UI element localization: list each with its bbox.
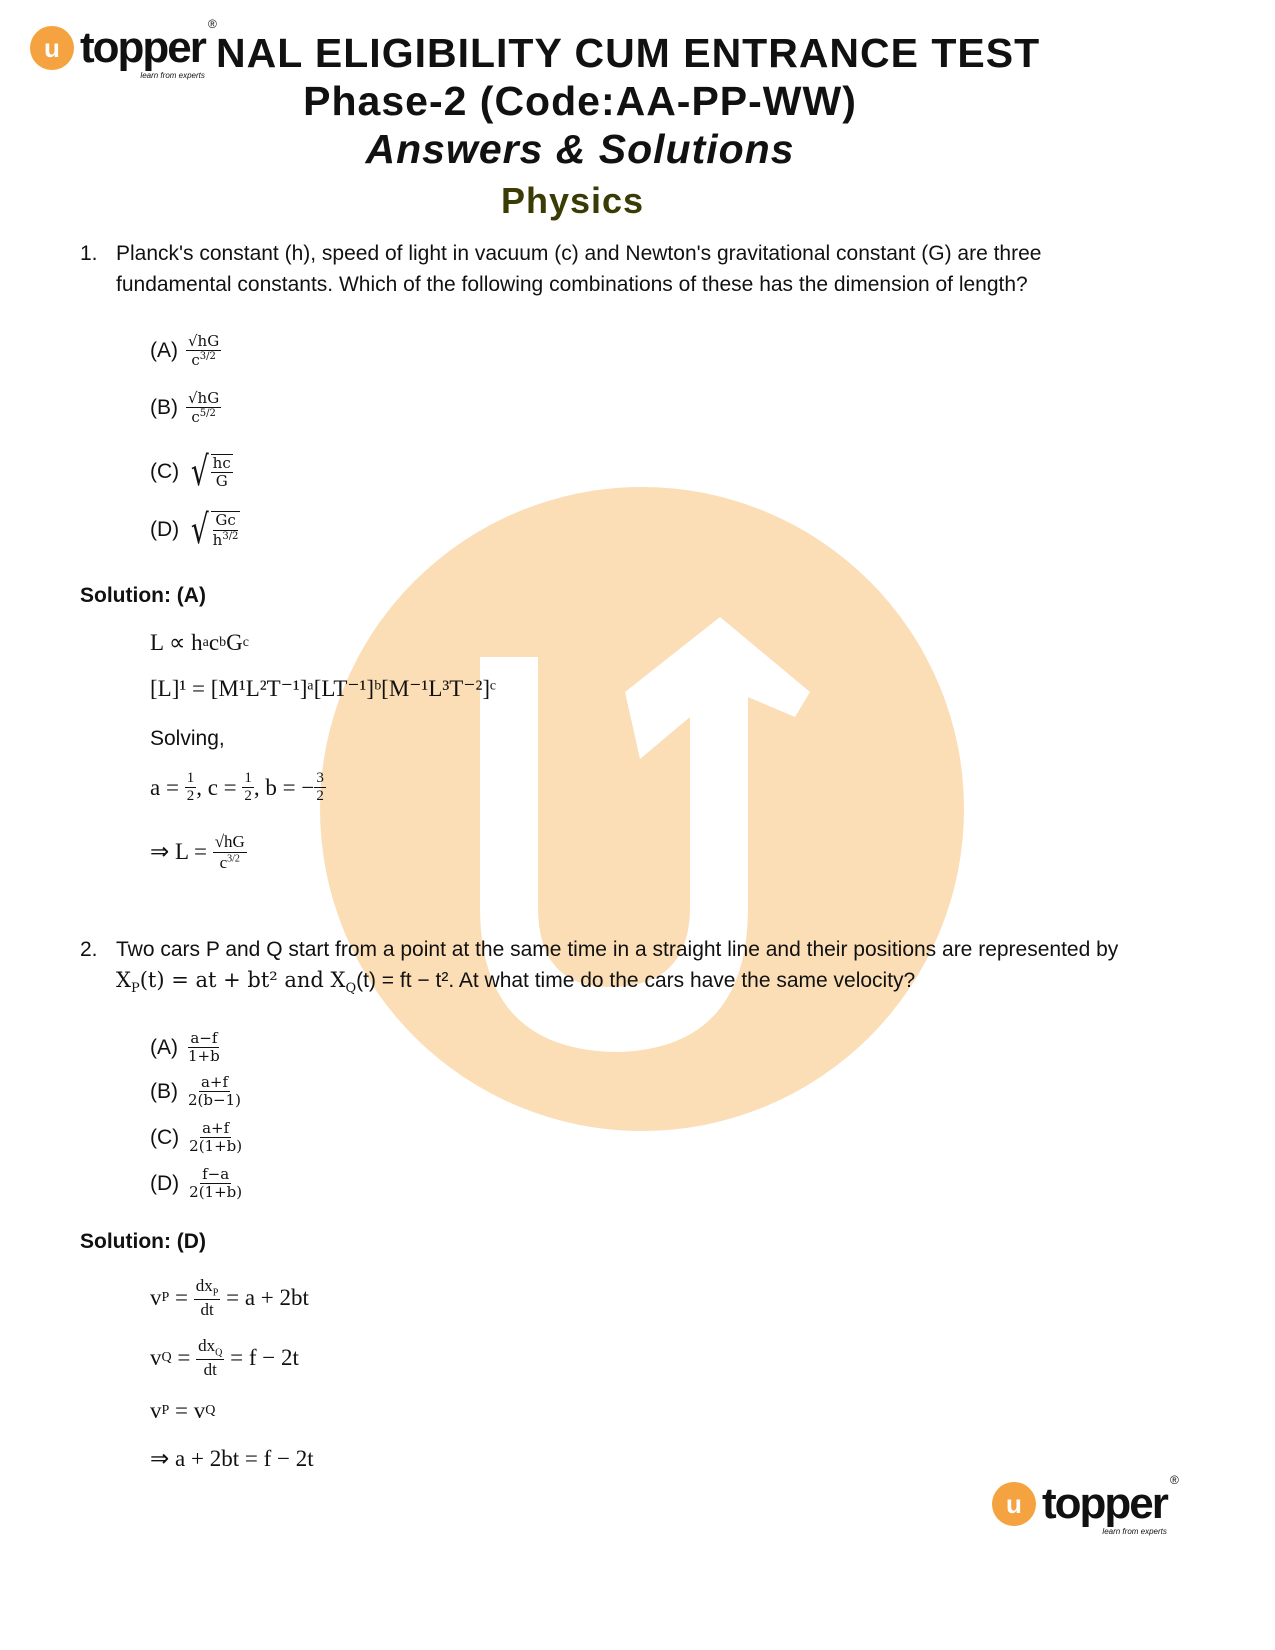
solution-1-step-3: Solving,	[150, 727, 225, 750]
question-number: 1.	[80, 242, 98, 265]
option-d	[150, 1166, 244, 1202]
option-label: (D)	[150, 1171, 180, 1195]
numerator: dx	[198, 1336, 216, 1355]
eq-text: , c =	[196, 774, 237, 800]
eq-text: ⇒ L =	[150, 839, 207, 865]
denominator: 2(b−1)	[188, 1091, 241, 1110]
denominator: c	[191, 351, 200, 370]
numerator: √hG	[188, 332, 220, 350]
question-number: 2.	[80, 938, 98, 961]
eq-text: v	[193, 1398, 206, 1423]
denominator: h	[212, 530, 223, 549]
option-label: (D)	[150, 518, 180, 541]
logo-reg: ®	[1170, 1473, 1179, 1487]
numerator: 1	[242, 770, 254, 788]
solution-2-step-1	[150, 1276, 309, 1319]
eq-text: v	[150, 1344, 162, 1370]
eq-sub: Q	[215, 1347, 223, 1359]
eq-text: G	[226, 630, 243, 655]
logo-text: topper	[80, 23, 205, 72]
question-text: Planck's constant (h), speed of light in vacuum (c) and Newton's gravitational constant (G) are three fundamental constants. Which of the following combinations of these has the dimension of length?	[116, 242, 1042, 296]
eq-sub: P	[161, 1289, 170, 1305]
question-2	[80, 934, 1160, 1004]
eq-text: =	[175, 1284, 189, 1310]
solution-2-step-3	[150, 1398, 215, 1424]
logo-reg: ®	[208, 17, 217, 31]
numerator: dx	[195, 1276, 213, 1295]
eq-text: = f − 2t	[230, 1344, 299, 1370]
eq-sup: a	[202, 635, 209, 650]
solution-1-step-1	[150, 630, 249, 656]
solution-1-step-2: [L]¹ = [M¹L²T⁻¹]ᵃ[LT⁻¹]ᵇ[M⁻¹L³T⁻²]ᶜ	[150, 676, 496, 701]
denominator: 2	[186, 788, 195, 805]
option-c	[150, 449, 233, 495]
exponent: 5/2	[199, 408, 216, 420]
eq-text: L ∝ h	[150, 630, 203, 655]
numerator: a+f	[202, 1119, 230, 1137]
question-text	[116, 934, 1160, 1004]
numerator: Gc	[215, 511, 236, 530]
topper-logo	[30, 17, 217, 80]
numerator: f−a	[202, 1165, 230, 1183]
denominator: 2	[244, 788, 252, 805]
numerator: 3	[314, 770, 326, 788]
option-b	[150, 390, 221, 427]
exponent: 3/2	[222, 530, 239, 542]
eq-text: c	[208, 630, 220, 655]
option-d	[150, 507, 240, 553]
title-line-3: Answers & Solutions	[365, 126, 795, 172]
eq-sub: Q	[161, 1349, 172, 1365]
eq-sup: c	[242, 635, 249, 650]
solution-1-step-4	[150, 770, 326, 806]
subject-heading: Physics	[500, 180, 645, 221]
option-label: (C)	[150, 1125, 180, 1149]
numerator: √hG	[188, 389, 220, 407]
denominator: c	[191, 408, 200, 427]
solution-2-step-2	[150, 1336, 299, 1379]
logo-mark-icon: u	[992, 1482, 1036, 1526]
footer-topper-logo	[992, 1473, 1179, 1536]
eq-text: =	[175, 1398, 189, 1423]
option-a	[150, 333, 221, 370]
denominator: G	[215, 472, 228, 490]
eq-sub: P	[161, 1403, 170, 1418]
math-sub: P	[130, 981, 140, 997]
solution-1-step-5	[150, 832, 247, 872]
logo-mark-icon: u	[30, 26, 74, 70]
eq-text: v	[150, 1398, 162, 1423]
option-b	[150, 1074, 243, 1110]
eq-text: , b = −	[253, 774, 315, 800]
logo-tagline: learn from experts	[140, 71, 205, 80]
numerator: hc	[212, 453, 231, 472]
numerator: a−f	[190, 1029, 218, 1047]
exponent: 3/2	[199, 351, 216, 363]
question-1	[80, 238, 1140, 300]
eq-sub: P	[212, 1287, 219, 1299]
math-sub: Q	[345, 981, 357, 997]
numerator: a+f	[200, 1073, 229, 1091]
text-part: (t) = ft − t². At what time do the cars have the same velocity?	[356, 969, 916, 992]
exponent: 3/2	[227, 852, 240, 864]
solution-1-label: Solution: (A)	[80, 584, 206, 607]
option-label: (A)	[150, 1035, 178, 1059]
denominator: 2(1+b)	[189, 1183, 243, 1202]
denominator: 2	[316, 788, 324, 805]
numerator: 1	[185, 770, 197, 788]
eq-text: = a + 2bt	[226, 1284, 309, 1310]
sqrt-icon: √	[190, 507, 209, 553]
sqrt-icon: √	[190, 449, 209, 495]
denominator: dt	[200, 1299, 214, 1319]
eq-text: v	[150, 1284, 162, 1310]
option-label: (C)	[150, 460, 180, 483]
solution-2-label: Solution: (D)	[80, 1230, 206, 1253]
option-a	[150, 1030, 222, 1066]
title-line-2: Phase-2 (Code:AA-PP-WW)	[303, 78, 857, 124]
math-x: X	[330, 968, 346, 992]
text-part: Two cars P and Q start from a point at the same time in a straight line and their positions are represented by	[116, 938, 1119, 961]
denominator: dt	[203, 1359, 217, 1379]
logo-tagline: learn from experts	[1102, 1527, 1167, 1536]
solution-2-step-4: ⇒ a + 2bt = f − 2t	[150, 1446, 314, 1471]
option-label: (B)	[150, 1079, 178, 1103]
denominator: 2(1+b)	[189, 1137, 243, 1156]
option-c	[150, 1120, 244, 1156]
denominator: c	[219, 852, 228, 872]
numerator: √hG	[214, 832, 245, 851]
logo-text: topper	[1042, 1479, 1167, 1528]
eq-text: =	[177, 1344, 191, 1370]
eq-text: a =	[150, 774, 179, 800]
math-x: X	[116, 968, 131, 992]
option-label: (B)	[150, 396, 178, 420]
eq-sup: b	[219, 635, 227, 650]
denominator: 1+b	[188, 1047, 220, 1066]
math-text: (t) = at + bt² and	[139, 968, 331, 992]
option-label: (A)	[150, 339, 178, 363]
eq-sub: Q	[205, 1403, 216, 1418]
title-line-1: NAL ELIGIBILITY CUM ENTRANCE TEST	[216, 30, 1041, 76]
